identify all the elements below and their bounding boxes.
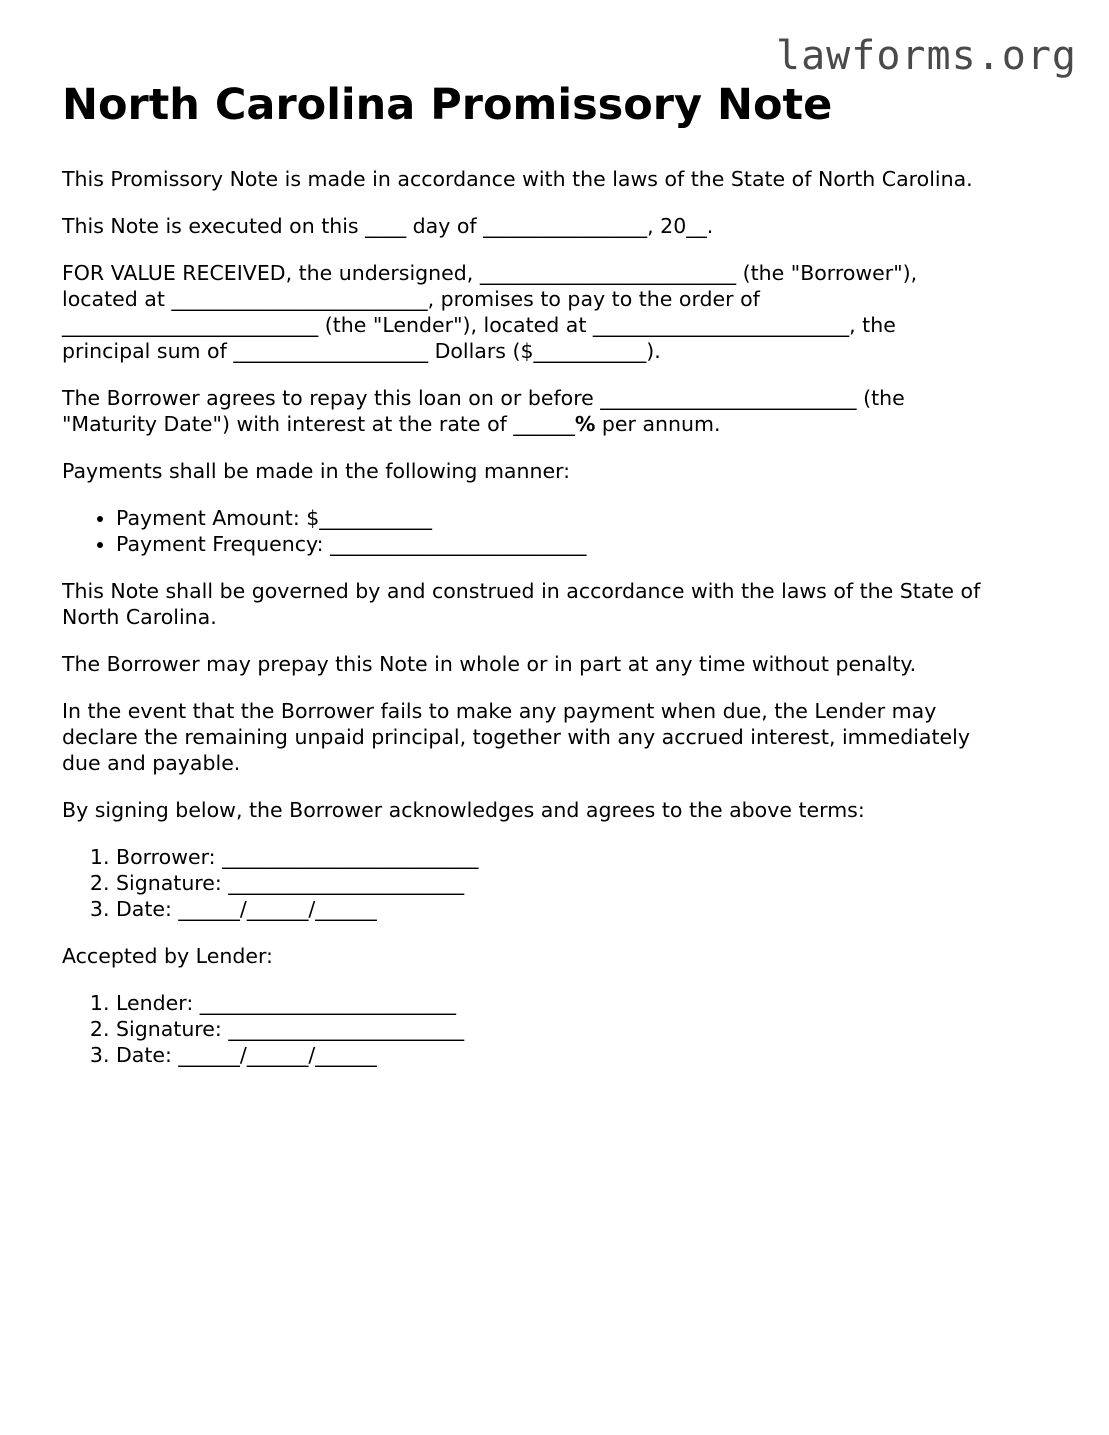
value-received-line-1: FOR VALUE RECEIVED, the undersigned, _________________________ (the "Borrower"), [62, 261, 918, 285]
default-line-2: declare the remaining unpaid principal, together with any accrued interest, immediately [62, 725, 970, 749]
repayment-line-2-end: per annum. [595, 412, 721, 436]
list-item-payment-frequency: • Payment Frequency: _________________________ [116, 531, 1052, 557]
payment-terms-list [62, 505, 1052, 557]
list-item-lender-date: 3. Date: ______/______/______ [116, 1042, 1052, 1068]
watermark-logo: lawforms.org [776, 33, 1077, 79]
governing-law-line-2: North Carolina. [62, 605, 217, 629]
intro-paragraph: This Promissory Note is made in accordance with the laws of the State of North Carolina. [62, 167, 973, 191]
list-item-borrower-date: 3. Date: ______/______/______ [116, 896, 1052, 922]
default-paragraph [62, 698, 1052, 776]
repayment-paragraph [62, 385, 1052, 437]
list-item-payment-amount: • Payment Amount: $___________ [116, 505, 1052, 531]
document-body [62, 78, 1052, 1089]
percent-sign: % [574, 412, 596, 436]
document-title: North Carolina Promissory Note [62, 80, 833, 130]
borrower-signature-list [62, 844, 1052, 922]
list-item-borrower-signature: 2. Signature: _______________________ [116, 870, 1052, 896]
prepayment-paragraph: The Borrower may prepay this Note in whole or in part at any time without penalty. [62, 652, 917, 676]
value-received-paragraph [62, 260, 1052, 364]
payments-intro: Payments shall be made in the following manner: [62, 459, 571, 483]
repayment-line-2-start: "Maturity Date") with interest at the rate of ______ [62, 412, 575, 436]
execution-date-paragraph: This Note is executed on this ____ day of ________________, 20__. [62, 214, 714, 238]
value-received-line-3: _________________________ (the "Lender"), located at _________________________, the [62, 313, 896, 337]
lender-signature-list [62, 990, 1052, 1068]
default-line-1: In the event that the Borrower fails to make any payment when due, the Lender may [62, 699, 937, 723]
default-line-3: due and payable. [62, 751, 241, 775]
signing-intro: By signing below, the Borrower acknowledges and agrees to the above terms: [62, 798, 865, 822]
governing-law-line-1: This Note shall be governed by and construed in accordance with the laws of the State of [62, 579, 981, 603]
list-item-lender-name: 1. Lender: _________________________ [116, 990, 1052, 1016]
governing-law-paragraph [62, 578, 1052, 630]
value-received-line-2: located at _________________________, promises to pay to the order of [62, 287, 760, 311]
list-item-lender-signature: 2. Signature: _______________________ [116, 1016, 1052, 1042]
list-item-borrower-name: 1. Borrower: _________________________ [116, 844, 1052, 870]
accepted-by-lender-heading: Accepted by Lender: [62, 944, 273, 968]
repayment-line-1: The Borrower agrees to repay this loan on or before _________________________ (the [62, 386, 905, 410]
repayment-line-2 [62, 412, 721, 436]
value-received-line-4: principal sum of ___________________ Dollars ($___________). [62, 339, 661, 363]
